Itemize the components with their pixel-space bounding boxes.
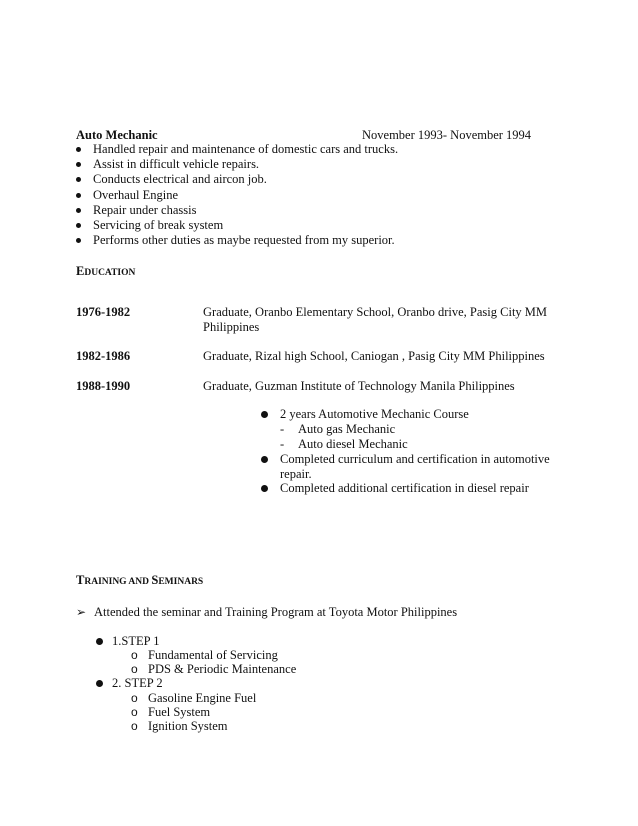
bullet-icon xyxy=(76,162,81,167)
job-dates: November 1993- November 1994 xyxy=(362,128,532,142)
bullet-icon xyxy=(76,238,81,243)
bullet-icon xyxy=(96,638,103,645)
education-years: 1976-1982 xyxy=(76,305,131,319)
bullet-icon xyxy=(76,147,81,152)
list-item: Overhaul Engine xyxy=(76,188,398,203)
circle-bullet-icon: o xyxy=(131,691,138,705)
bullet-icon xyxy=(76,208,81,213)
job-title: Auto Mechanic xyxy=(76,128,158,142)
list-item: Conducts electrical and aircon job. xyxy=(76,172,398,187)
list-item: o PDS & Periodic Maintenance xyxy=(131,662,297,676)
list-item: o Ignition System xyxy=(131,719,228,733)
bullet-icon xyxy=(261,485,268,492)
circle-bullet-icon: o xyxy=(131,705,138,719)
dash-icon: - xyxy=(280,422,285,436)
seminar-item: ➢ Attended the seminar and Training Program at Toyota Motor Philippines xyxy=(76,605,458,619)
bullet-icon xyxy=(76,223,81,228)
list-item-continuation: repair. xyxy=(280,467,312,481)
education-description: Graduate, Oranbo Elementary School, Oranbo drive, Pasig City MM Philippines xyxy=(203,305,548,334)
list-item: Handled repair and maintenance of domestic cars and trucks. xyxy=(76,142,398,157)
duties-list xyxy=(76,142,398,248)
bullet-icon xyxy=(76,177,81,182)
list-item: Performs other duties as maybe requested from my superior. xyxy=(76,233,398,248)
education-description: Graduate, Guzman Institute of Technology Manila Philippines xyxy=(203,379,515,393)
education-years: 1982-1986 xyxy=(76,349,131,363)
education-years: 1988-1990 xyxy=(76,379,131,393)
circle-bullet-icon: o xyxy=(131,648,138,662)
training-heading: TRAINING AND SEMINARS xyxy=(76,573,204,587)
circle-bullet-icon: o xyxy=(131,662,138,676)
bullet-icon xyxy=(76,193,81,198)
circle-bullet-icon: o xyxy=(131,719,138,733)
bullet-icon xyxy=(261,411,268,418)
list-item: o Fundamental of Servicing xyxy=(131,648,278,662)
education-description: Graduate, Rizal high School, Caniogan , Pasig City MM Philippines xyxy=(203,349,545,363)
list-item: o Gasoline Engine Fuel xyxy=(131,691,257,705)
bullet-icon xyxy=(261,456,268,463)
list-item: o Fuel System xyxy=(131,705,211,719)
list-item: Assist in difficult vehicle repairs. xyxy=(76,157,398,172)
bullet-icon xyxy=(96,680,103,687)
list-item: Repair under chassis xyxy=(76,203,398,218)
dash-icon: - xyxy=(280,437,285,451)
education-heading: EDUCATION xyxy=(76,264,136,278)
arrow-bullet-icon: ➢ xyxy=(76,605,87,619)
list-item: Servicing of break system xyxy=(76,218,398,233)
